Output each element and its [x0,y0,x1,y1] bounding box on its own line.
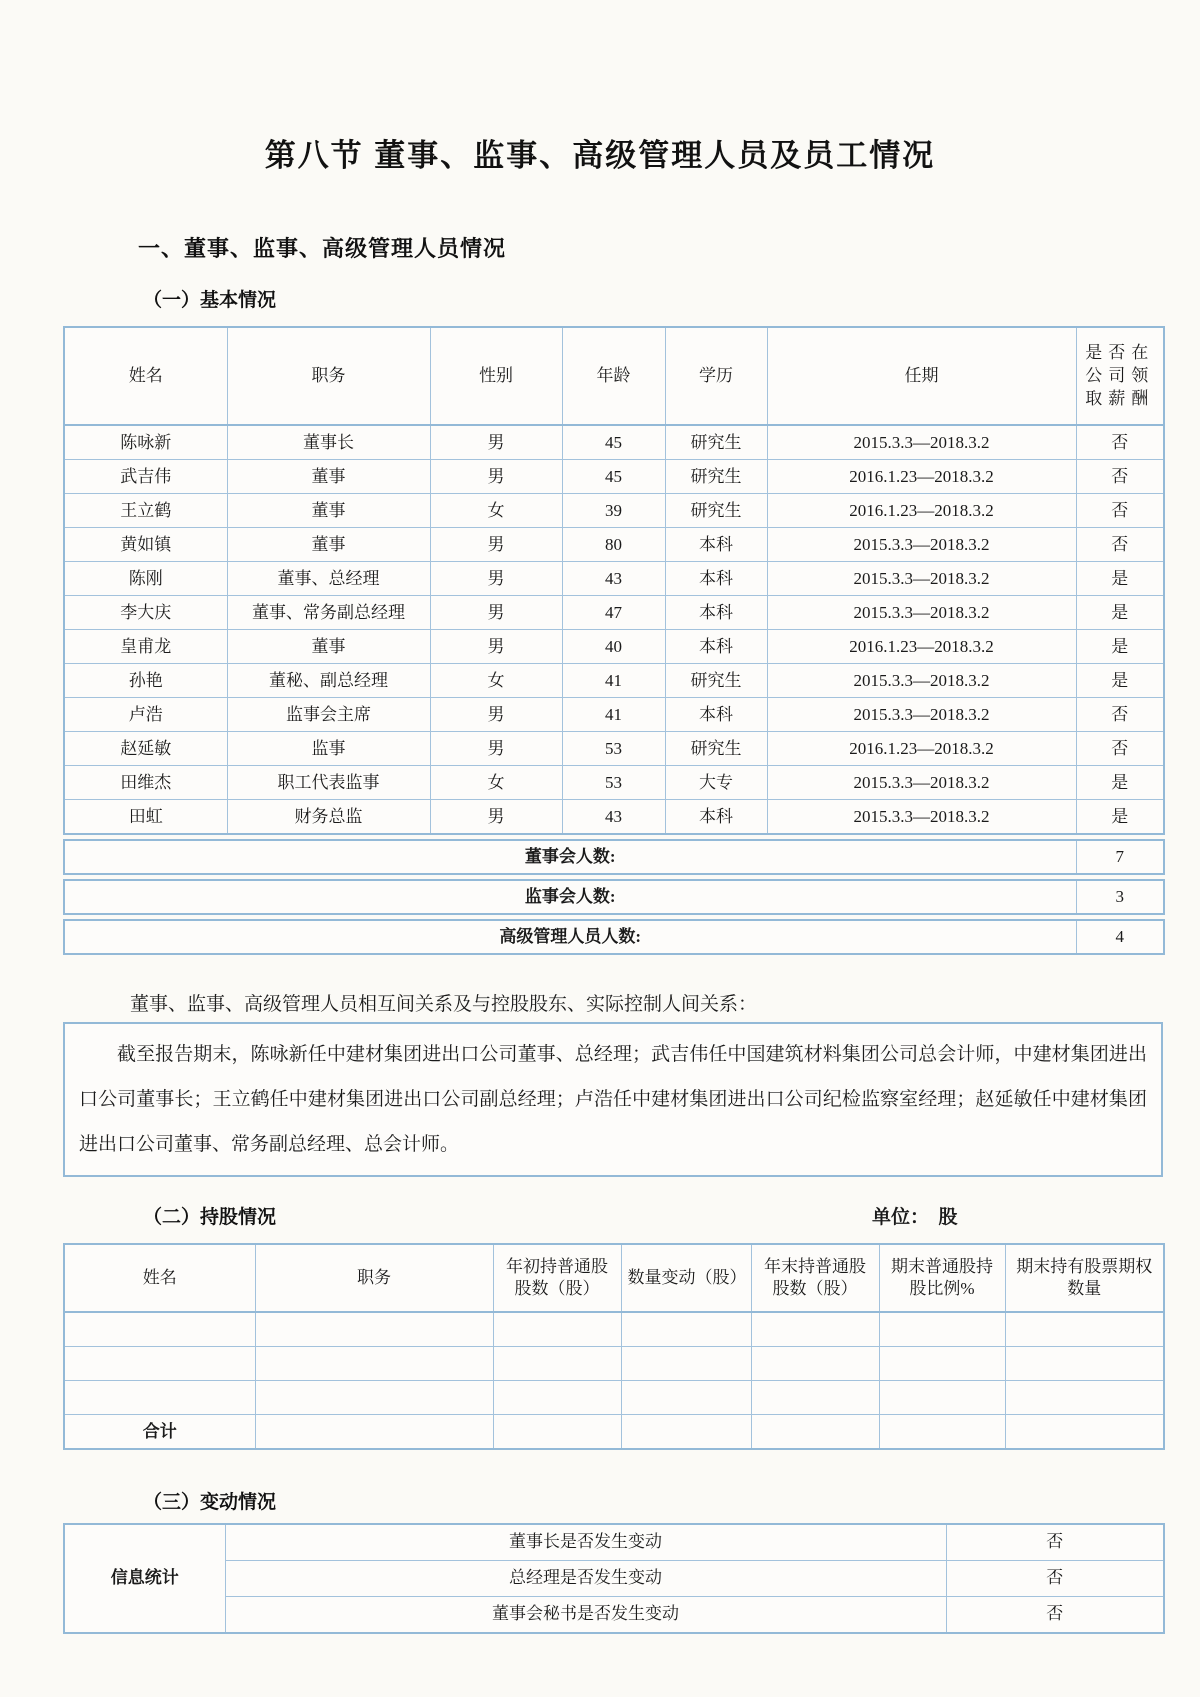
education-cell: 本科 [665,630,767,664]
empty-cell [493,1415,621,1450]
term-cell: 2015.3.3—2018.3.2 [767,528,1076,562]
holding-col-options: 期末持有股票期权数量 [1005,1244,1164,1312]
change-answer-cell: 否 [946,1561,1164,1597]
supervisor-count-label: 监事会人数: [64,880,1076,914]
term-cell: 2016.1.23—2018.3.2 [767,630,1076,664]
total-label: 合计 [64,1415,255,1450]
age-cell: 43 [562,562,665,596]
info-stats-label: 信息统计 [64,1524,225,1633]
age-cell: 45 [562,425,665,460]
education-cell: 研究生 [665,494,767,528]
empty-cell [621,1347,751,1381]
supervisor-count-value: 3 [1076,880,1164,914]
empty-cell [879,1312,1005,1347]
table-row [64,1524,1164,1561]
holding-col-shares-end: 年末持普通股股数（股） [751,1244,879,1312]
position-cell: 董事 [227,460,430,494]
table-row [64,1561,1164,1597]
age-cell: 39 [562,494,665,528]
section-heading-management: 一、董事、监事、高级管理人员情况 [138,236,507,262]
position-cell: 监事会主席 [227,698,430,732]
col-header-gender: 性别 [430,327,562,425]
name-cell: 王立鹤 [64,494,227,528]
education-cell: 本科 [665,698,767,732]
empty-cell [751,1415,879,1450]
term-cell: 2015.3.3—2018.3.2 [767,664,1076,698]
basic-header-row [64,327,1164,425]
table-row [64,460,1164,494]
empty-cell [621,1312,751,1347]
board-count-value: 7 [1076,840,1164,874]
name-cell: 黄如镇 [64,528,227,562]
term-cell: 2015.3.3—2018.3.2 [767,800,1076,835]
paid-cell: 是 [1076,800,1164,835]
change-question-cell: 董事长是否发生变动 [225,1524,946,1561]
paid-cell: 否 [1076,425,1164,460]
gender-cell: 男 [430,562,562,596]
unit-label: 单位： 股 [872,1207,958,1229]
empty-cell [493,1312,621,1347]
age-cell: 41 [562,698,665,732]
empty-cell [1005,1347,1164,1381]
col-header-paid: 是否在公司领取薪酬 [1076,327,1164,425]
gender-cell: 男 [430,800,562,835]
paid-cell: 否 [1076,698,1164,732]
empty-cell [255,1415,493,1450]
holding-col-position: 职务 [255,1244,493,1312]
education-cell: 本科 [665,562,767,596]
empty-cell [255,1312,493,1347]
change-info-table [63,1523,1165,1634]
position-cell: 职工代表监事 [227,766,430,800]
term-cell: 2015.3.3—2018.3.2 [767,698,1076,732]
subsection-basic-info: （一）基本情况 [143,289,277,311]
empty-cell [879,1347,1005,1381]
position-cell: 监事 [227,732,430,766]
table-row [64,698,1164,732]
paid-cell: 是 [1076,664,1164,698]
name-cell: 陈刚 [64,562,227,596]
age-cell: 53 [562,732,665,766]
senior-mgmt-count-row [63,919,1165,955]
table-row [64,562,1164,596]
relations-text: 截至报告期末，陈咏新任中建材集团进出口公司董事、总经理；武吉伟任中国建筑材料集团公司总会计师，中建材集团进出口公司董事长；王立鹤任中建材集团进出口公司副总经理；卢浩任中建材集团进出口公司纪检监察室经理；赵延敏任中建材集团进出口公司董事、常务副总经理、总会计师。 [79,1044,1147,1156]
col-header-term: 任期 [767,327,1076,425]
education-cell: 研究生 [665,460,767,494]
name-cell: 皇甫龙 [64,630,227,664]
empty-cell [879,1415,1005,1450]
col-header-name: 姓名 [64,327,227,425]
term-cell: 2015.3.3—2018.3.2 [767,596,1076,630]
col-header-age: 年龄 [562,327,665,425]
empty-row [64,1347,1164,1381]
paid-cell: 是 [1076,630,1164,664]
term-cell: 2015.3.3—2018.3.2 [767,766,1076,800]
education-cell: 本科 [665,528,767,562]
holding-header-row [64,1244,1164,1312]
position-cell: 董事长 [227,425,430,460]
paid-cell: 是 [1076,766,1164,800]
name-cell: 孙艳 [64,664,227,698]
table-row [64,425,1164,460]
supervisor-count-row [63,879,1165,915]
empty-cell [1005,1415,1164,1450]
empty-cell [621,1381,751,1415]
empty-cell [255,1347,493,1381]
col-header-education: 学历 [665,327,767,425]
empty-cell [751,1381,879,1415]
empty-row [64,1381,1164,1415]
gender-cell: 男 [430,528,562,562]
empty-cell [255,1381,493,1415]
paid-cell: 是 [1076,596,1164,630]
paid-cell: 否 [1076,528,1164,562]
empty-cell [1005,1312,1164,1347]
education-cell: 本科 [665,596,767,630]
relations-intro: 董事、监事、高级管理人员相互间关系及与控股股东、实际控制人间关系： [130,994,758,1016]
gender-cell: 男 [430,425,562,460]
subsection-change: （三）变动情况 [143,1492,277,1514]
education-cell: 本科 [665,800,767,835]
name-cell: 卢浩 [64,698,227,732]
age-cell: 47 [562,596,665,630]
table-row [64,596,1164,630]
position-cell: 董事 [227,528,430,562]
term-cell: 2015.3.3—2018.3.2 [767,562,1076,596]
age-cell: 41 [562,664,665,698]
gender-cell: 男 [430,732,562,766]
paid-cell: 是 [1076,562,1164,596]
name-cell: 武吉伟 [64,460,227,494]
paid-cell: 否 [1076,732,1164,766]
education-cell: 研究生 [665,732,767,766]
gender-cell: 男 [430,698,562,732]
position-cell: 董事 [227,494,430,528]
board-count-row [63,839,1165,875]
empty-cell [1005,1381,1164,1415]
change-answer-cell: 否 [946,1524,1164,1561]
education-cell: 研究生 [665,425,767,460]
empty-cell [64,1381,255,1415]
empty-cell [751,1312,879,1347]
position-cell: 董事 [227,630,430,664]
table-row [64,664,1164,698]
table-row [64,766,1164,800]
name-cell: 赵延敏 [64,732,227,766]
position-cell: 财务总监 [227,800,430,835]
gender-cell: 男 [430,596,562,630]
empty-cell [621,1415,751,1450]
gender-cell: 男 [430,630,562,664]
col-header-position: 职务 [227,327,430,425]
table-row [64,732,1164,766]
change-question-cell: 总经理是否发生变动 [225,1561,946,1597]
name-cell: 田维杰 [64,766,227,800]
holding-col-name: 姓名 [64,1244,255,1312]
term-cell: 2015.3.3—2018.3.2 [767,425,1076,460]
empty-cell [64,1312,255,1347]
name-cell: 李大庆 [64,596,227,630]
term-cell: 2016.1.23—2018.3.2 [767,460,1076,494]
total-row [64,1415,1164,1450]
change-answer-cell: 否 [946,1597,1164,1634]
board-count-label: 董事会人数: [64,840,1076,874]
paid-cell: 否 [1076,460,1164,494]
term-cell: 2016.1.23—2018.3.2 [767,494,1076,528]
empty-cell [64,1347,255,1381]
empty-row [64,1312,1164,1347]
shareholding-table [63,1243,1165,1450]
table-row [64,800,1164,835]
empty-cell [493,1381,621,1415]
basic-info-table [63,326,1165,835]
empty-cell [751,1347,879,1381]
age-cell: 43 [562,800,665,835]
age-cell: 53 [562,766,665,800]
holding-col-change: 数量变动（股） [621,1244,751,1312]
age-cell: 40 [562,630,665,664]
empty-cell [879,1381,1005,1415]
paid-cell: 否 [1076,494,1164,528]
holding-col-ratio: 期末普通股持股比例% [879,1244,1005,1312]
relations-box [63,1022,1163,1177]
table-row [64,1597,1164,1634]
holding-heading-row [0,1207,1200,1231]
position-cell: 董秘、副总经理 [227,664,430,698]
subsection-holding: （二）持股情况 [143,1207,277,1229]
table-row [64,630,1164,664]
gender-cell: 男 [430,460,562,494]
position-cell: 董事、总经理 [227,562,430,596]
education-cell: 大专 [665,766,767,800]
table-row [64,528,1164,562]
empty-cell [493,1347,621,1381]
position-cell: 董事、常务副总经理 [227,596,430,630]
name-cell: 田虹 [64,800,227,835]
table-row [64,494,1164,528]
name-cell: 陈咏新 [64,425,227,460]
change-question-cell: 董事会秘书是否发生变动 [225,1597,946,1634]
holding-col-shares-start: 年初持普通股股数（股） [493,1244,621,1312]
senior-mgmt-count-value: 4 [1076,920,1164,954]
education-cell: 研究生 [665,664,767,698]
age-cell: 45 [562,460,665,494]
gender-cell: 女 [430,494,562,528]
senior-mgmt-count-label: 高级管理人员人数: [64,920,1076,954]
gender-cell: 女 [430,664,562,698]
age-cell: 80 [562,528,665,562]
gender-cell: 女 [430,766,562,800]
term-cell: 2016.1.23—2018.3.2 [767,732,1076,766]
page-title: 第八节 董事、监事、高级管理人员及员工情况 [264,138,936,173]
